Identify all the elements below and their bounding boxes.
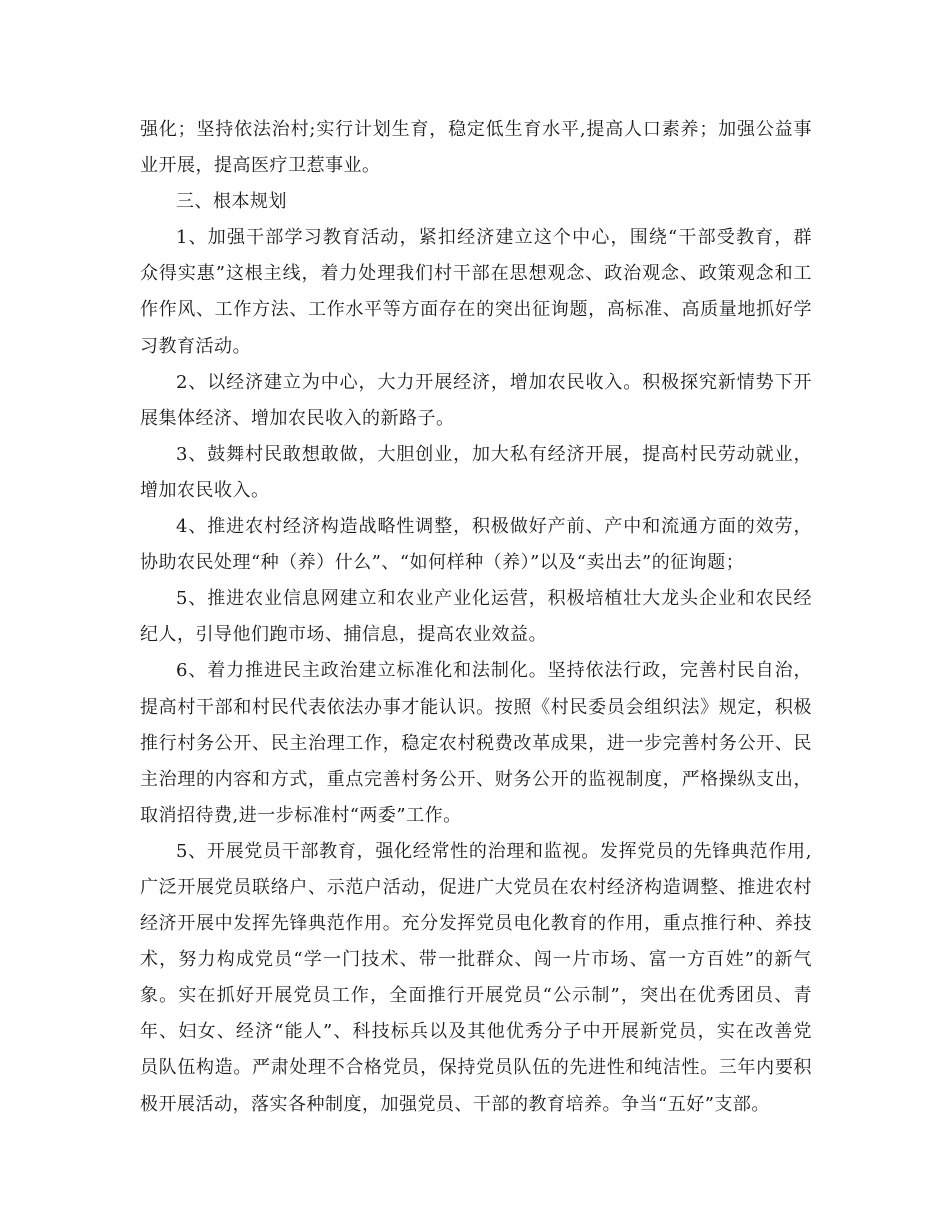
text-line: 展集体经济、增加农民收入的新路子。 bbox=[140, 407, 455, 429]
text-line: 业开展，提高医疗卫惹事业。 bbox=[140, 155, 381, 177]
text-line: 推行村务公开、民主治理工作，稳定农村税费改革成果，进一步完善村务公开、民 bbox=[140, 732, 812, 754]
text-line: 主治理的内容和方式，重点完善村务公开、财务公开的监视制度，严格操纵支出， bbox=[140, 768, 812, 790]
text-line: 年、妇女、经济“能人”、科技标兵以及其他优秀分子中开展新党员，实在改善党 bbox=[140, 1021, 812, 1043]
text-line: 术，努力构成党员“学一门技术、带一批群众、闯一片市场、富一方百姓”的新气 bbox=[140, 949, 812, 971]
document-body bbox=[140, 112, 812, 1123]
text-line: 作作风、工作方法、工作水平等方面存在的突出征询题，高标准、高质量地抓好学 bbox=[140, 299, 812, 321]
text-line: 取消招待费,进一步标准村“两委”工作。 bbox=[140, 804, 462, 826]
text-line: 强化；坚持依法治村;实行计划生育，稳定低生育水平,提高人口素养；加强公益事 bbox=[140, 119, 812, 140]
text-line: 习教育活动。 bbox=[140, 335, 251, 357]
text-line: 众得实惠”这根主线，着力处理我们村干部在思想观念、政治观念、政策观念和工 bbox=[140, 263, 812, 285]
text-line: 提高村干部和村民代表依法办事才能认识。按照《村民委员会组织法》规定，积极 bbox=[140, 696, 812, 718]
text-line: 6、着力推进民主政治建立标准化和法制化。坚持依法行政，完善村民自治， bbox=[176, 660, 812, 682]
text-line: 极开展活动，落实各种制度，加强党员、干部的教育培养。争当“五好”支部。 bbox=[140, 1093, 770, 1115]
text-line: 4、推进农村经济构造战略性调整，积极做好产前、产中和流通方面的效劳， bbox=[176, 516, 812, 538]
text-line: 三、根本规划 bbox=[176, 191, 287, 213]
text-line: 广泛开展党员联络户、示范户活动，促进广大党员在农村经济构造调整、推进农村 bbox=[140, 876, 812, 898]
text-line: 1、加强干部学习教育活动，紧扣经济建立这个中心，围绕“干部受教育，群 bbox=[176, 227, 812, 249]
text-line: 象。实在抓好开展党员工作，全面推行开展党员“公示制”，突出在优秀团员、青 bbox=[140, 985, 812, 1007]
text-line: 纪人，引导他们跑市场、捕信息，提高农业效益。 bbox=[140, 624, 547, 646]
text-line: 增加农民收入。 bbox=[140, 479, 270, 501]
text-line: 员队伍构造。严肃处理不合格党员，保持党员队伍的先进性和纯洁性。三年内要积 bbox=[140, 1057, 812, 1079]
text-line: 协助农民处理“种（养）什么”、“如何样种（养）”以及“卖出去”的征询题； bbox=[140, 552, 745, 574]
text-line: 3、鼓舞村民敢想敢做，大胆创业，加大私有经济开展，提高村民劳动就业， bbox=[176, 443, 812, 465]
text-line: 2、以经济建立为中心，大力开展经济，增加农民收入。积极探究新情势下开 bbox=[176, 371, 812, 393]
text-line: 5、推进农业信息网建立和农业产业化运营，积极培植壮大龙头企业和农民经 bbox=[176, 588, 812, 610]
text-line: 5、开展党员干部教育，强化经常性的治理和监视。发挥党员的先锋典范作用, bbox=[176, 840, 812, 862]
text-line: 经济开展中发挥先锋典范作用。充分发挥党员电化教育的作用，重点推行种、养技 bbox=[140, 913, 812, 935]
